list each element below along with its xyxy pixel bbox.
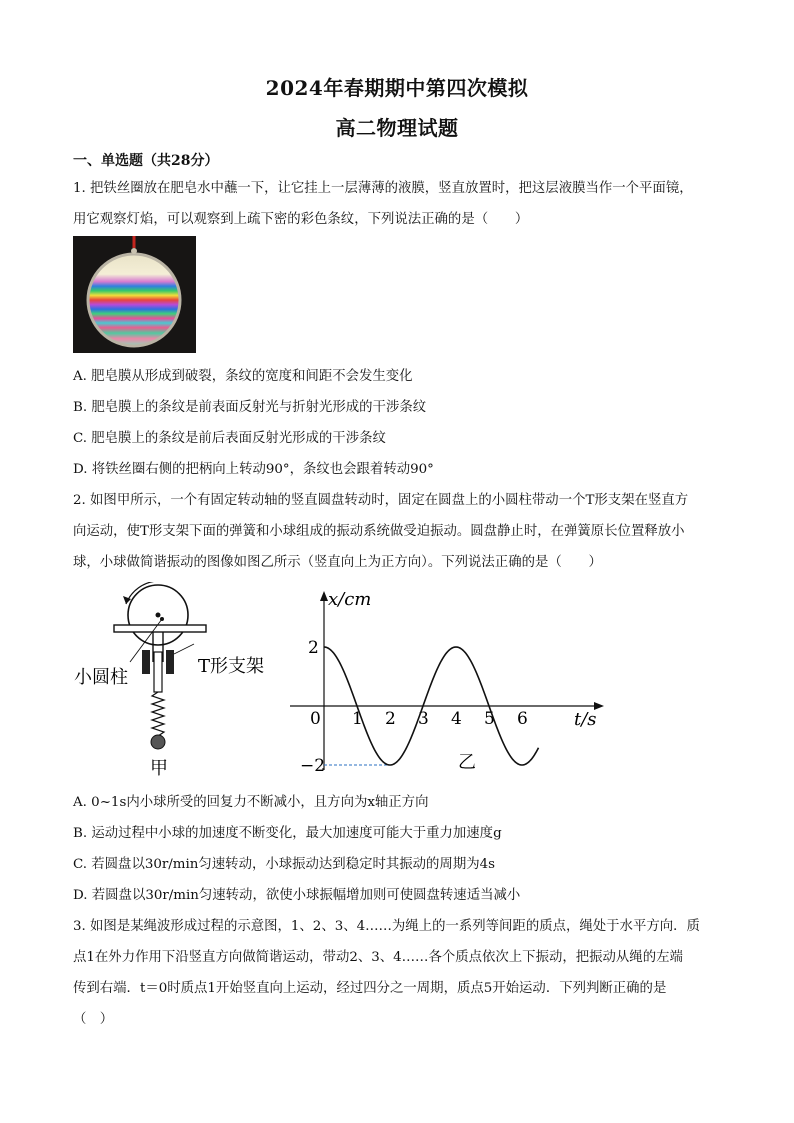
- y-axis-arrow-icon: [320, 591, 328, 601]
- q1-option-b[interactable]: B. 肥皂膜上的条纹是前表面反射光与折射光形成的干涉条纹: [73, 400, 427, 415]
- q2-option-d[interactable]: D. 若圆盘以30r/min匀速转动，欲使小球振幅增加则可使圆盘转速适当减小: [73, 888, 521, 903]
- figure-yi-chart: [288, 585, 608, 775]
- y-axis-label: x/cm: [328, 589, 372, 610]
- ball: [151, 735, 165, 749]
- q2-option-b[interactable]: B. 运动过程中小球的加速度不断变化，最大加速度可能大于重力加速度g: [73, 826, 502, 841]
- section-heading: 一、单选题（共28分）: [73, 153, 219, 169]
- t-frame-bar: [114, 625, 206, 632]
- caption-jia: 甲: [150, 758, 168, 779]
- q1-option-c[interactable]: C. 肥皂膜上的条纹是前后表面反射光形成的干涉条纹: [73, 431, 386, 446]
- guide-right: [166, 650, 174, 674]
- q3-stem-line-3: 传到右端．t＝0时质点1开始竖直向上运动，经过四分之一周期，质点5开始运动．下列判断正确的是: [73, 981, 667, 996]
- q1-option-d[interactable]: D. 将铁丝圈右侧的把柄向上转动90°，条纹也会跟着转动90°: [73, 462, 434, 477]
- y-tick-label: −2: [300, 756, 326, 775]
- x-tick-label: 1: [352, 709, 363, 729]
- x-tick-label: 3: [418, 709, 429, 729]
- q3-stem-line-2: 点1在外力作用下沿竖直方向做简谐运动，带动2、3、4……各个质点依次上下振动，把振动从绳的左端: [73, 950, 683, 965]
- caption-yi: 乙: [458, 752, 476, 773]
- q1-option-a[interactable]: A. 肥皂膜从形成到破裂，条纹的宽度和间距不会发生变化: [73, 369, 413, 384]
- guide-left: [142, 650, 150, 674]
- spring: [152, 692, 164, 736]
- x-axis-label: t/s: [574, 709, 597, 730]
- q2-stem-line-2: 向运动，使T形支架下面的弹簧和小球组成的振动系统做受迫振动。圆盘静止时，在弹簧原长位置释放小: [73, 524, 685, 539]
- q2-stem-line-3: 球，小球做简谐振动的图像如图乙所示（竖直向上为正方向）。下列说法正确的是（ ）: [73, 555, 602, 570]
- x-tick-label: 6: [517, 709, 528, 729]
- soap-film-photo: [73, 236, 196, 353]
- exam-subtitle: 高二物理试题: [335, 116, 459, 140]
- q1-stem-line-2: 用它观察灯焰，可以观察到上疏下密的彩色条纹，下列说法正确的是（ ）: [73, 212, 529, 227]
- x-tick-label: 5: [484, 709, 495, 729]
- x-tick-label: 4: [451, 709, 462, 729]
- y-tick-label: 2: [308, 638, 319, 658]
- q3-stem-line-4: （ ）: [73, 1012, 114, 1027]
- x-tick-label: 0: [310, 709, 321, 729]
- q3-stem-line-1: 3. 如图是某绳波形成过程的示意图，1、2、3、4……为绳上的一系列等间距的质点，绳处于水平方向．质: [73, 919, 700, 934]
- x-tick-label: 2: [385, 709, 396, 729]
- q2-option-c[interactable]: C. 若圆盘以30r/min匀速转动，小球振动达到稳定时其振动的周期为4s: [73, 857, 495, 872]
- q2-stem-line-1: 2. 如图甲所示，一个有固定转动轴的竖直圆盘转动时，固定在圆盘上的小圆柱带动一个T形支架在竖直方: [73, 493, 689, 508]
- label-t-frame: T形支架: [198, 656, 265, 677]
- label-cylinder: 小圆柱: [74, 667, 128, 688]
- figure-jia: [70, 582, 270, 782]
- q2-option-a[interactable]: A. 0~1s内小球所受的回复力不断减小，且方向为x轴正方向: [73, 795, 429, 810]
- q1-stem-line-1: 1. 把铁丝圈放在肥皂水中蘸一下，让它挂上一层薄薄的液膜，竖直放置时，把这层液膜当作一个平面镜，: [73, 181, 693, 196]
- exam-title: 2024年春期期中第四次模拟: [265, 76, 529, 100]
- axle-dot: [156, 613, 161, 618]
